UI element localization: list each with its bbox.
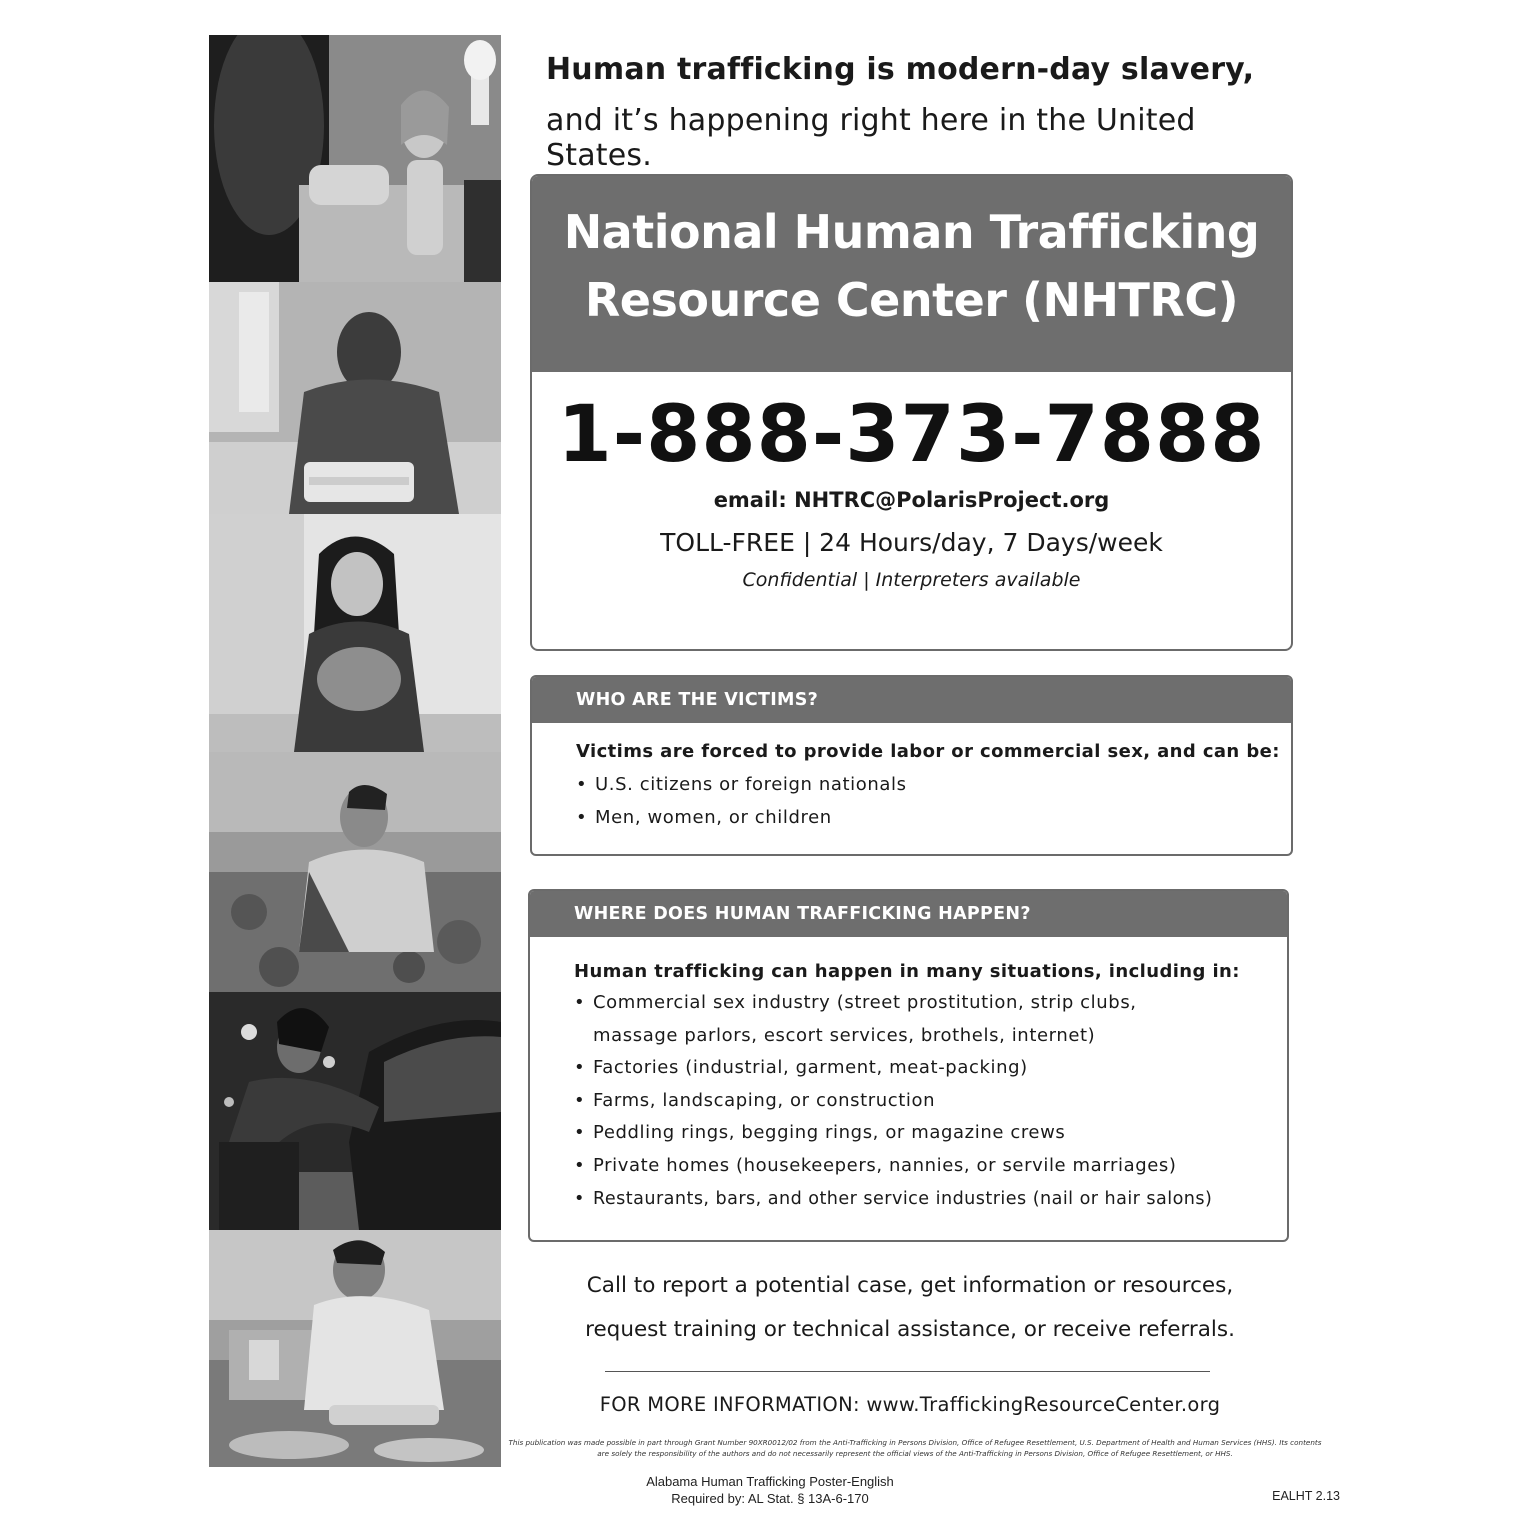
photo-woman-with-towels bbox=[209, 282, 501, 514]
hotline-email: email: NHTRC@PolarisProject.org bbox=[713, 488, 1110, 512]
where-intro: Human trafficking can happen in many situations, including in: bbox=[574, 961, 1240, 982]
bullet-icon: • bbox=[574, 1122, 586, 1144]
list-item: • Commercial sex industry (street prostitution, strip clubs, massage parlors, escort services, brothels, internet) bbox=[574, 987, 1174, 1052]
list-item: • Factories (industrial, garment, meat-packing) bbox=[574, 1052, 1287, 1085]
bullet-icon: • bbox=[574, 1089, 586, 1111]
call-line-1: Call to report a potential case, get information or resources, bbox=[586, 1273, 1234, 1298]
photo-girl-hugging-knees bbox=[209, 514, 501, 752]
grant-disclaimer: This publication was made possible in part through Grant Number 90XR0012/02 from the Anti-Trafficking in Persons Division, Office of Refugee Resettlement, U.S. Department of Health and Human Services (HHS). Its contents are solely the responsibility of the authors and do not necessarily represent the official views of the Anti-Trafficking in Persons Division, Office of Refugee Resettlement, or HHS. bbox=[508, 1438, 1322, 1458]
call-line-2: request training or technical assistance, or receive referrals. bbox=[585, 1317, 1235, 1342]
org-title-line-2: Resource Center (NHTRC) bbox=[584, 273, 1239, 327]
bullet-icon: • bbox=[574, 992, 586, 1013]
headline-line-2: and it’s happening right here in the United States. bbox=[546, 103, 1196, 173]
org-title-band bbox=[532, 176, 1291, 372]
more-info-link[interactable]: FOR MORE INFORMATION: www.TraffickingResourceCenter.org bbox=[599, 1393, 1221, 1416]
poster-footer bbox=[600, 1473, 940, 1507]
confidential-note: Confidential | Interpreters available bbox=[742, 569, 1081, 591]
photo-woman-at-car bbox=[209, 992, 501, 1230]
victims-heading: WHO ARE THE VICTIMS? bbox=[532, 677, 1291, 723]
list-item: • Men, women, or children bbox=[576, 802, 1291, 835]
photo-column bbox=[209, 35, 501, 1467]
victims-section bbox=[530, 675, 1293, 856]
statute-reference: Required by: AL Stat. § 13A-6-170 bbox=[671, 1491, 869, 1506]
bullet-icon: • bbox=[574, 1188, 585, 1209]
org-title-line-1: National Human Trafficking bbox=[563, 205, 1260, 259]
where-heading: WHERE DOES HUMAN TRAFFICKING HAPPEN? bbox=[530, 891, 1287, 937]
victims-list bbox=[576, 769, 1291, 834]
bullet-icon: • bbox=[574, 1154, 586, 1176]
tollfree-hours: TOLL-FREE | 24 Hours/day, 7 Days/week bbox=[660, 528, 1163, 557]
photo-boy-in-field bbox=[209, 752, 501, 992]
photo-man-in-kitchen bbox=[209, 1230, 501, 1467]
list-item: • Farms, landscaping, or construction bbox=[574, 1085, 1287, 1118]
headline bbox=[546, 52, 1306, 173]
poster-code: EALHT 2.13 bbox=[1272, 1489, 1340, 1503]
list-item: • Restaurants, bars, and other service industries (nail or hair salons) bbox=[574, 1183, 1287, 1216]
where-section bbox=[528, 889, 1289, 1242]
hotline-box bbox=[530, 174, 1293, 651]
hotline-phone-number: 1-888-373-7888 bbox=[557, 390, 1266, 480]
headline-line-1: Human trafficking is modern-day slavery, bbox=[546, 52, 1255, 87]
bullet-icon: • bbox=[574, 1057, 586, 1079]
divider bbox=[605, 1371, 1210, 1372]
call-to-action bbox=[530, 1264, 1290, 1352]
photo-girl-on-bed bbox=[209, 35, 501, 282]
bullet-icon: • bbox=[576, 774, 588, 795]
list-item: • Peddling rings, begging rings, or magazine crews bbox=[574, 1117, 1287, 1150]
where-list bbox=[574, 987, 1287, 1215]
bullet-icon: • bbox=[576, 806, 588, 828]
list-item: • Private homes (housekeepers, nannies, or servile marriages) bbox=[574, 1150, 1287, 1183]
list-item: • U.S. citizens or foreign nationals bbox=[576, 769, 1291, 802]
victims-intro: Victims are forced to provide labor or commercial sex, and can be: bbox=[576, 741, 1280, 762]
poster-title: Alabama Human Trafficking Poster-English bbox=[646, 1474, 894, 1489]
